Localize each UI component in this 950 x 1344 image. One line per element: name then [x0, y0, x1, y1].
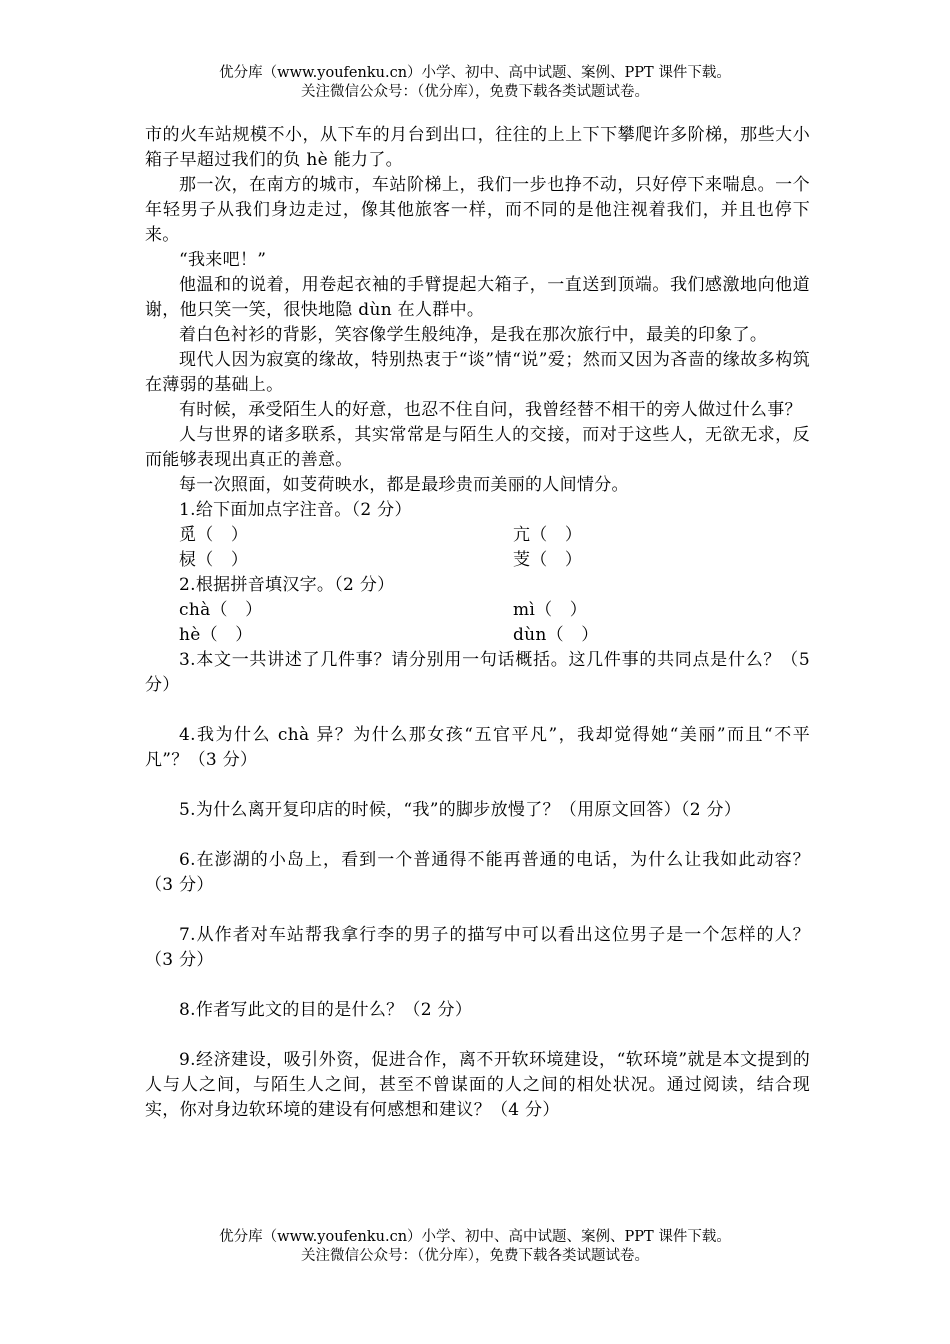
- header-line-2: 关注微信公众号：（优分库），免费下载各类试题试卷。: [301, 84, 649, 100]
- question-1-title: 1.给下面加点字注音。（2 分）: [179, 500, 412, 520]
- question-1-item: 棂（ ）: [179, 550, 249, 570]
- passage-paragraph: 那一次，在南方的城市，车站阶梯上，我们一步也挣不动，只好停下来喘息。一个年轻男子从我们身边走过，像其他旅客一样，而不同的是他注视着我们，并且也停下来。: [145, 175, 810, 245]
- question-1-item: 亢（ ）: [513, 525, 583, 545]
- footer-line-1: 优分库（www.youfenku.cn）小学、初中、高中试题、案例、PPT 课件下载。: [219, 1229, 731, 1245]
- header-line-1: 优分库（www.youfenku.cn）小学、初中、高中试题、案例、PPT 课件下载。: [219, 65, 731, 81]
- answer-space: [145, 1023, 810, 1048]
- question-2-item: mì（ ）: [513, 600, 588, 620]
- passage-paragraph: 他温和的说着，用卷起衣袖的手臂提起大箱子，一直送到顶端。我们感激地向他道谢，他只笑一笑，很快地隐 dùn 在人群中。: [145, 275, 810, 320]
- question-6: 6.在澎湖的小岛上，看到一个普通得不能再普通的电话，为什么让我如此动容？（3 分）: [145, 850, 810, 895]
- passage-paragraph: 现代人因为寂寞的缘故，特别热衷于“谈”情“说”爱；然而又因为吝啬的缘故多构筑在薄弱的基础上。: [145, 350, 810, 395]
- question-1-row: [145, 523, 810, 548]
- passage-paragraph: 有时候，承受陌生人的好意，也忍不住自问，我曾经替不相干的旁人做过什么事？: [179, 400, 802, 420]
- question-9: 9.经济建设，吸引外资，促进合作，离不开软环境建设，“软环境”就是本文提到的人与人之间，与陌生人之间，甚至不曾谋面的人之间的相处状况。通过阅读，结合现实，你对身边软环境的建设有何感想和建议？（4 分）: [145, 1050, 810, 1120]
- document-body: [145, 123, 810, 1123]
- answer-space: [145, 698, 810, 723]
- question-4: 4.我为什么 chà 异？为什么那女孩“五官平凡”，我却觉得她“美丽”而且“不平凡”？（3 分）: [145, 725, 810, 770]
- passage-paragraph: 市的火车站规模不小，从下车的月台到出口，往往的上上下下攀爬许多阶梯，那些大小箱子早超过我们的负 hè 能力了。: [145, 125, 810, 170]
- question-2-row: [145, 623, 810, 648]
- footer-line-2: 关注微信公众号：（优分库），免费下载各类试题试卷。: [301, 1248, 649, 1264]
- answer-space: [145, 823, 810, 848]
- passage-paragraph: 着白色衬衫的背影，笑容像学生般纯净，是我在那次旅行中，最美的印象了。: [179, 325, 768, 345]
- answer-space: [145, 973, 810, 998]
- passage-paragraph: 每一次照面，如芰荷映水，都是最珍贵而美丽的人间情分。: [179, 475, 629, 495]
- answer-space: [145, 773, 810, 798]
- question-1-row: [145, 548, 810, 573]
- question-1-item: 芰（ ）: [513, 550, 583, 570]
- question-2-item: chà（ ）: [179, 600, 263, 620]
- question-7: 7.从作者对车站帮我拿行李的男子的描写中可以看出这位男子是一个怎样的人？（3 分）: [145, 925, 810, 970]
- question-2-row: [145, 598, 810, 623]
- passage-paragraph: 人与世界的诸多联系，其实常常是与陌生人的交接，而对于这些人，无欲无求，反而能够表现出真正的善意。: [145, 425, 810, 470]
- answer-space: [145, 898, 810, 923]
- question-2-item: hè（ ）: [179, 625, 253, 645]
- page-header: [0, 64, 950, 102]
- question-2-title: 2.根据拼音填汉字。（2 分）: [179, 575, 395, 595]
- question-2-item: dùn（ ）: [513, 625, 599, 645]
- page-footer: [0, 1228, 950, 1266]
- question-1-item: 觅（ ）: [179, 525, 249, 545]
- question-5: 5.为什么离开复印店的时候，“我”的脚步放慢了？（用原文回答）（2 分）: [179, 800, 742, 820]
- question-8: 8.作者写此文的目的是什么？（2 分）: [179, 1000, 473, 1020]
- question-3: 3.本文一共讲述了几件事？请分别用一句话概括。这几件事的共同点是什么？（5 分）: [145, 650, 810, 695]
- passage-paragraph: “我来吧！”: [179, 250, 267, 270]
